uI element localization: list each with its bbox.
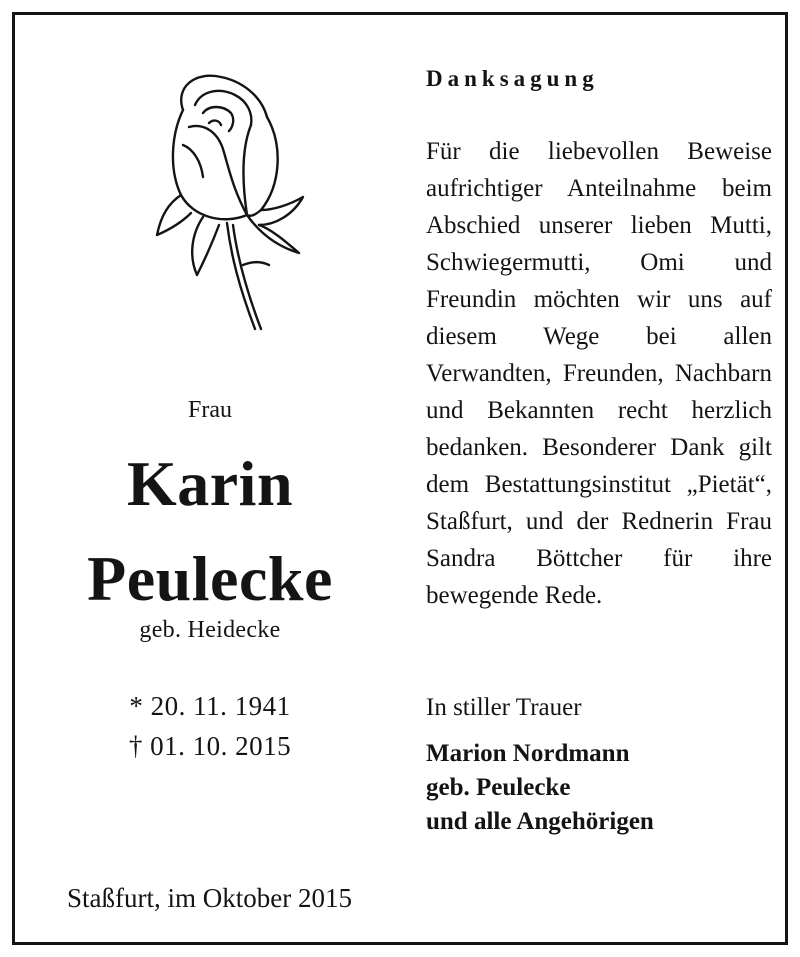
place-date: Staßfurt, im Oktober 2015 <box>67 883 352 913</box>
mourners-block <box>426 737 772 839</box>
notice-frame <box>12 12 788 945</box>
deceased-maiden-name: geb. Heidecke <box>139 617 281 643</box>
birth-date: * 20. 11. 1941 <box>129 691 291 721</box>
deceased-salutation: Frau <box>188 397 232 423</box>
deceased-first-name: Karin <box>126 448 294 519</box>
mourner-name: Marion Nordmann <box>426 740 630 767</box>
other-relatives: und alle Angehörigen <box>426 808 654 835</box>
notice-heading: Danksagung <box>426 66 599 91</box>
deceased-last-name: Peulecke <box>87 543 333 614</box>
notice-text: Für die liebevollen Beweise aufrichtiger Anteilnahme beim Abschied unserer lieben Mutti, Schwiegermutti, Omi und Freundin möchten wir uns auf diesem Wege bei allen Verwandten, Freunden, Nachbarn und Bekannten recht herzlich bedanken. Besonderer Dank gilt dem Bestattungsinstitut „Pietät“, Staßfurt, und der Rednerin Frau Sandra Böttcher für ihre bewegende Rede. <box>426 138 772 609</box>
rose-icon <box>143 65 318 335</box>
death-date: † 01. 10. 2015 <box>128 731 292 761</box>
mourning-intro: In stiller Trauer <box>426 694 582 721</box>
mourner-maiden-name: geb. Peulecke <box>426 774 571 801</box>
